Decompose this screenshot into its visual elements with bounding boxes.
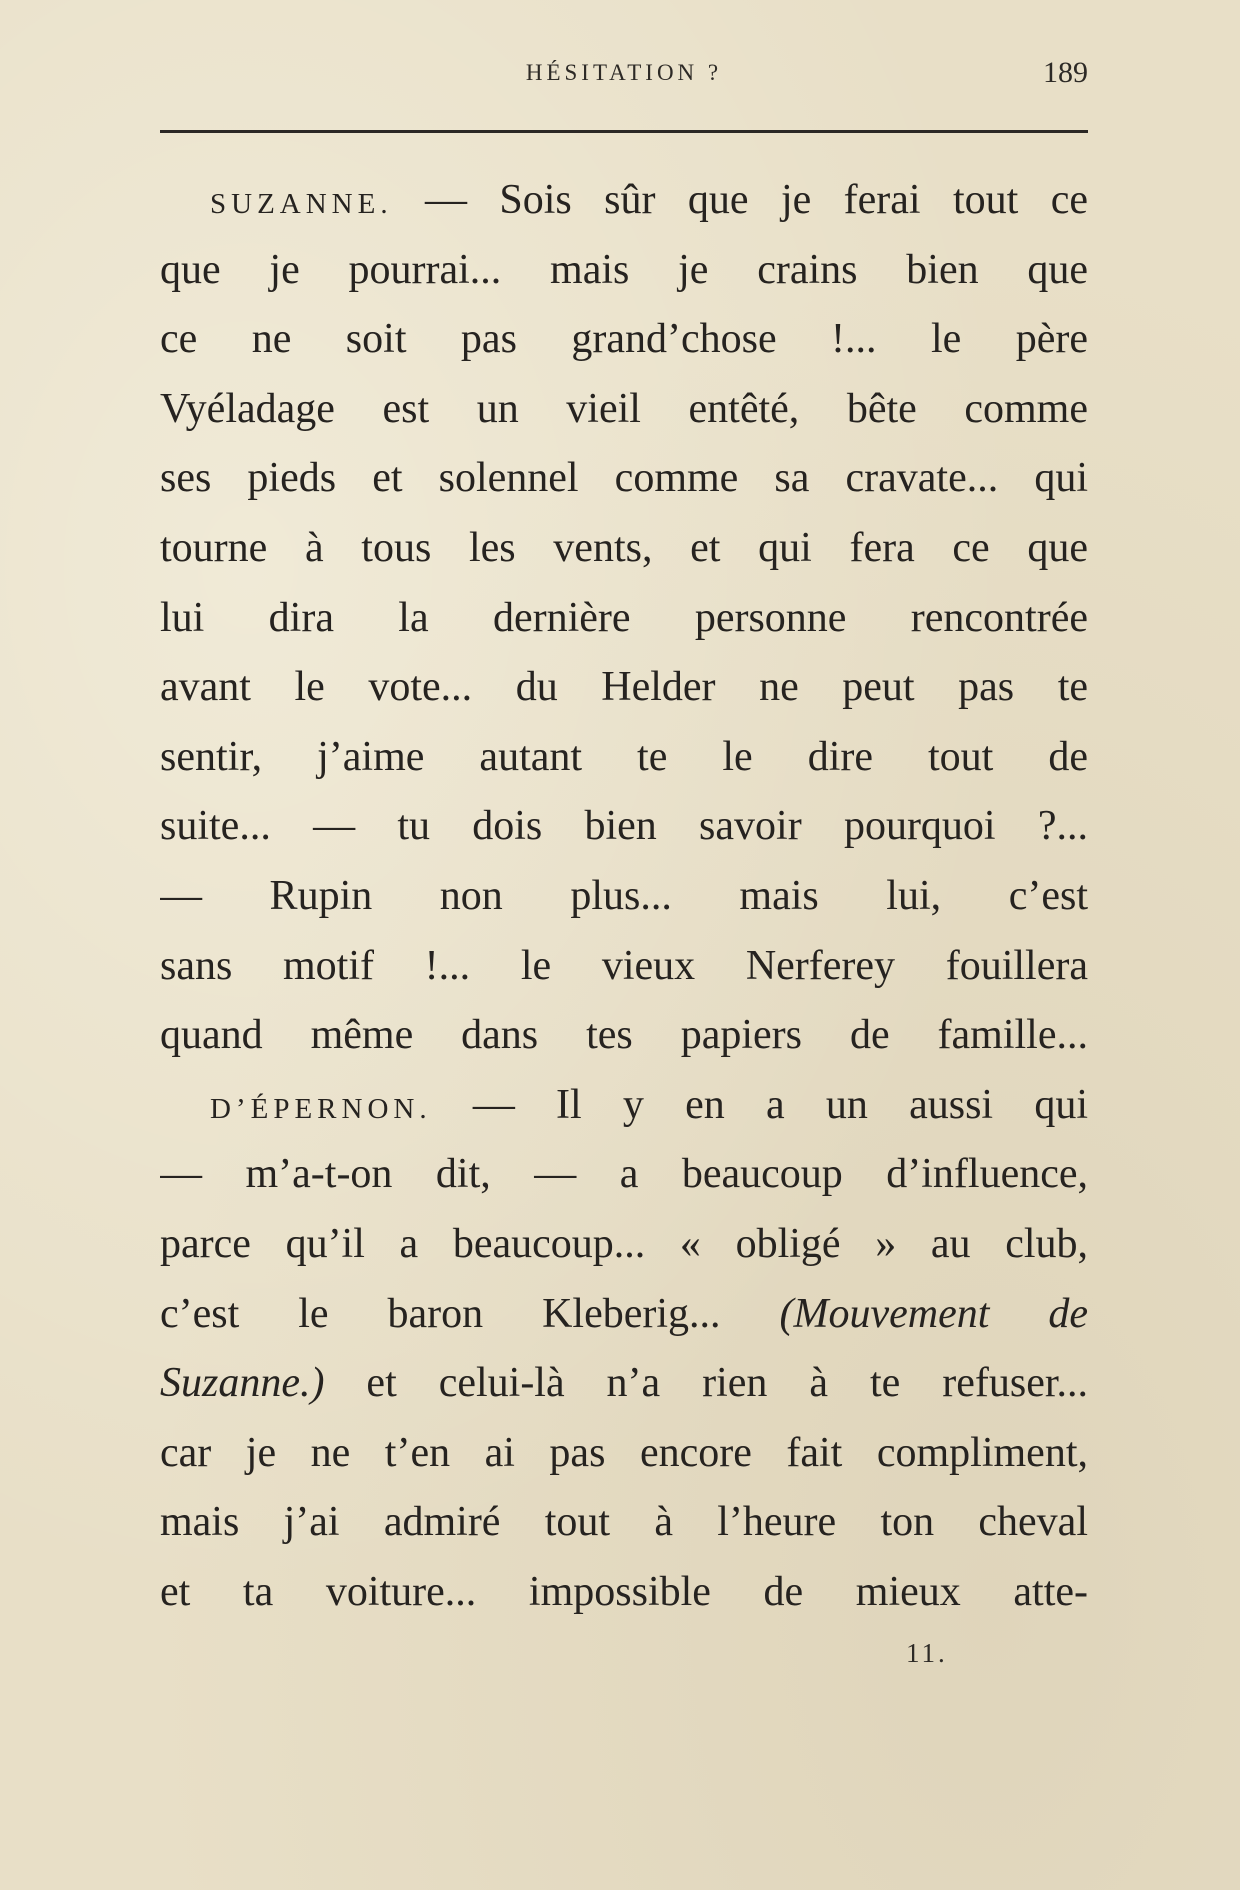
stage-direction: (Mouvement de (779, 1290, 1088, 1337)
text-line (160, 1071, 1088, 1141)
text-line (160, 1349, 1088, 1419)
text-line (160, 1140, 1088, 1210)
text-line (160, 653, 1088, 723)
line-text: — m’a-t-on dit, — a beaucoup d’influence, (160, 1151, 1088, 1198)
running-head (160, 56, 1088, 96)
stage-direction: Suzanne.) (160, 1360, 325, 1407)
line-text: — Il y en a un aussi qui (431, 1081, 1088, 1128)
text-line (160, 1419, 1088, 1489)
line-text: sans motif !... le vieux Nerferey fouillera (160, 942, 1088, 989)
speaker-name: D’ÉPERNON. (210, 1092, 432, 1125)
line-text: mais j’ai admiré tout à l’heure ton cheval (160, 1499, 1088, 1546)
text-line (160, 792, 1088, 862)
line-text: parce qu’il a beaucoup... « obligé » au club, (160, 1220, 1088, 1267)
line-text: tourne à tous les vents, et qui fera ce que (160, 524, 1088, 571)
line-text: car je ne t’en ai pas encore fait compliment, (160, 1429, 1088, 1476)
text-line (160, 1001, 1088, 1071)
text-line (160, 1558, 1088, 1628)
line-text: Vyéladage est un vieil entêté, bête comme (160, 385, 1088, 432)
running-title: HÉSITATION ? (525, 60, 723, 85)
text-line (160, 1280, 1088, 1350)
text-line (160, 584, 1088, 654)
line-text: suite... — tu dois bien savoir pourquoi ?... (160, 803, 1088, 850)
text-line (160, 862, 1088, 932)
line-text: c’est le baron Kleberig... (160, 1290, 780, 1337)
text-line (160, 1210, 1088, 1280)
line-text: ce ne soit pas grand’chose !... le père (160, 316, 1088, 363)
text-line (160, 375, 1088, 445)
text-line (160, 236, 1088, 306)
text-line (160, 723, 1088, 793)
line-text: — Sois sûr que je ferai tout ce (392, 177, 1088, 223)
line-text: et celui-là n’a rien à te refuser... (324, 1360, 1088, 1407)
text-line (160, 514, 1088, 584)
text-line (160, 932, 1088, 1002)
signature-mark: 11. (906, 1638, 948, 1668)
dialogue-text (160, 166, 1088, 1627)
text-line (160, 305, 1088, 375)
header-rule (160, 130, 1088, 133)
speaker-name: SUZANNE. (210, 188, 393, 220)
line-text: avant le vote... du Helder ne peut pas te (160, 664, 1088, 711)
line-text: lui dira la dernière personne rencontrée (160, 594, 1088, 641)
text-line (160, 1488, 1088, 1558)
line-text: ses pieds et solennel comme sa cravate... qui (160, 455, 1088, 502)
line-text: que je pourrai... mais je crains bien que (160, 246, 1088, 293)
line-text: quand même dans tes papiers de famille... (160, 1012, 1088, 1059)
line-text: — Rupin non plus... mais lui, c’est (160, 872, 1088, 919)
line-text: et ta voiture... impossible de mieux atte- (160, 1568, 1088, 1615)
page-number: 189 (1043, 56, 1088, 89)
text-line (160, 444, 1088, 514)
line-text: sentir, j’aime autant te le dire tout de (160, 733, 1088, 780)
text-line (160, 166, 1088, 236)
